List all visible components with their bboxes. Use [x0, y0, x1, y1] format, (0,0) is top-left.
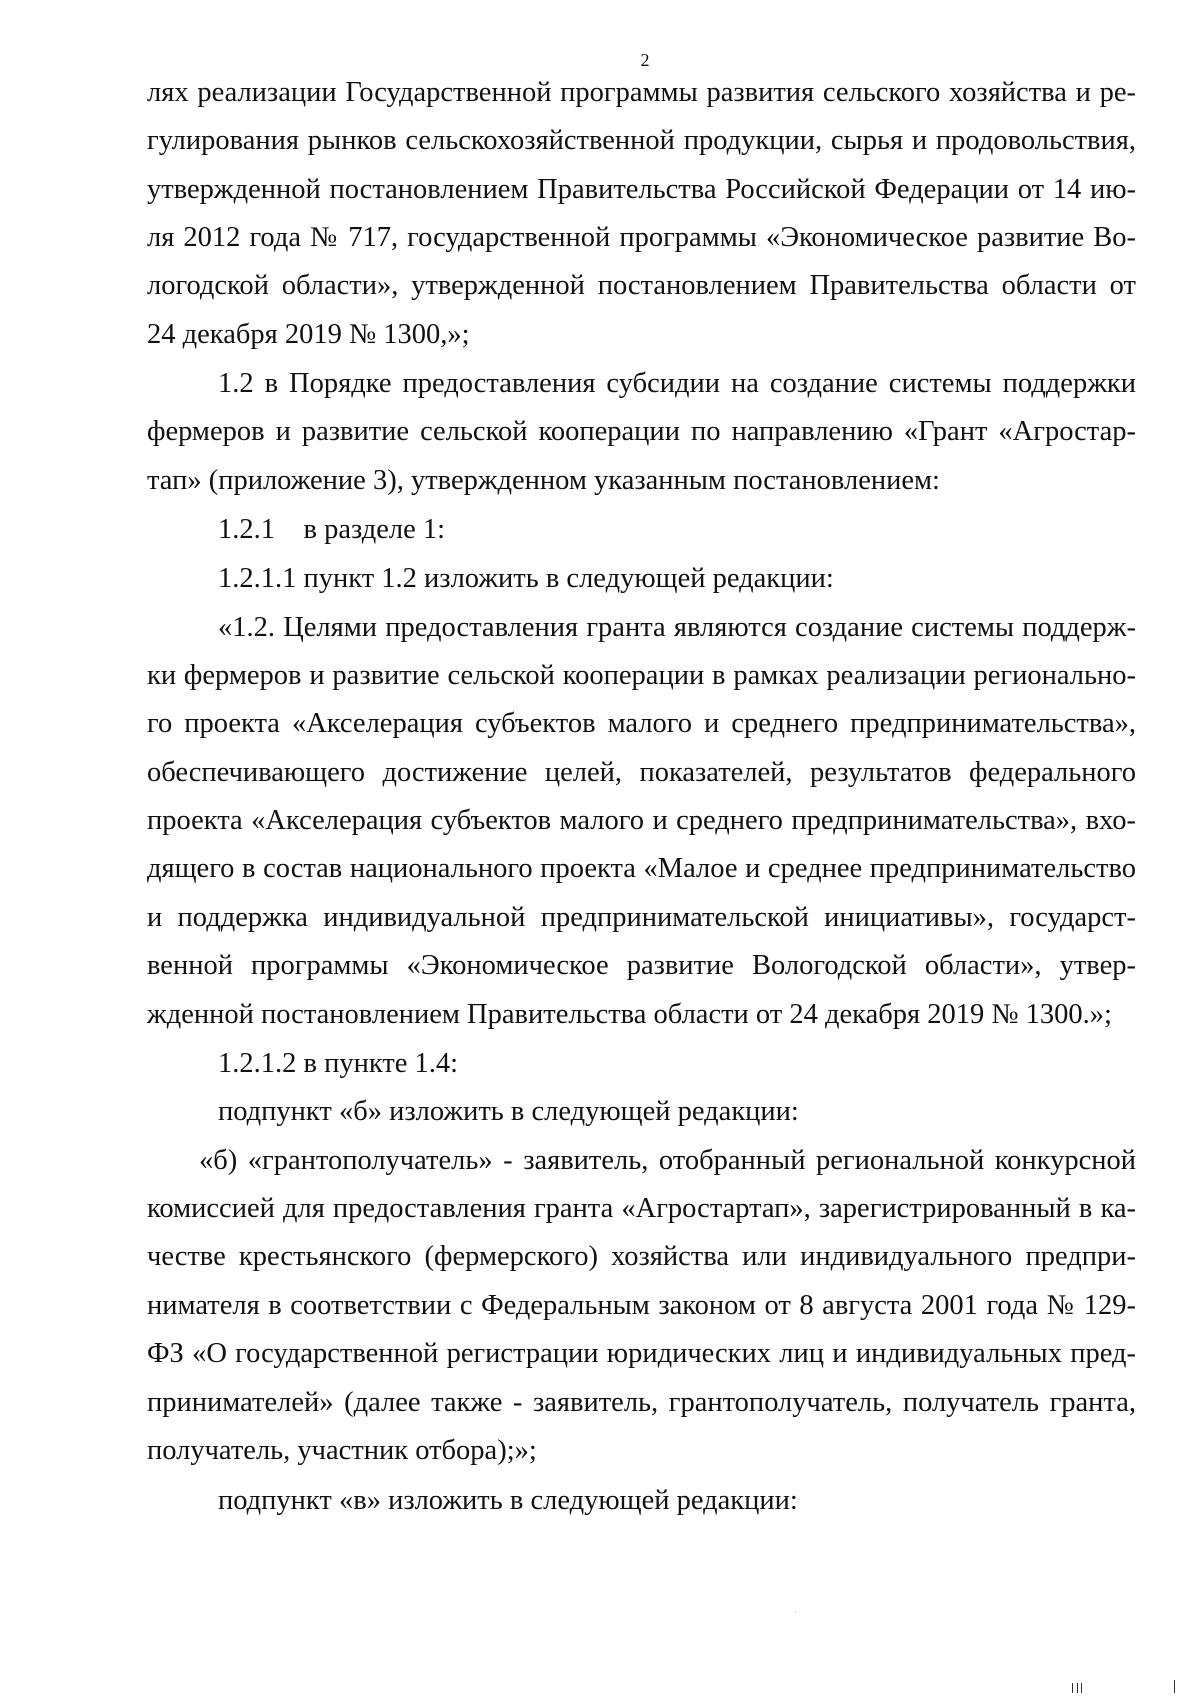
text-line: комиссией для предоставления гранта «Агростартап», зарегистрированный в ка-	[147, 1193, 1136, 1224]
text-line: честве крестьянского (фермерского) хозяйства или индивидуального предпри-	[147, 1241, 1136, 1272]
text-line: жденной постановлением Правительства области от 24 декабря 2019 № 1300.»;	[147, 999, 1112, 1030]
page-number: 2	[640, 50, 650, 70]
text-line: го проекта «Акселерация субъектов малого и среднего предпринимательства»,	[147, 708, 1136, 739]
scan-dot	[795, 1612, 796, 1613]
text-line: «б) «грантополучатель» - заявитель, отобранный региональной конкурсной	[199, 1145, 1136, 1176]
text-line: 1.2.1.1 пункт 1.2 изложить в следующей редакции:	[218, 563, 834, 594]
scan-mark	[1072, 1683, 1073, 1693]
text-line: 1.2.1 в разделе 1:	[218, 514, 446, 545]
text-line: венной программы «Экономическое развитие Вологодской области», утвер-	[147, 950, 1136, 981]
text-line: лях реализации Государственной программы развития сельского хозяйства и ре-	[147, 77, 1136, 108]
text-line: получатель, участник отбора);»;	[147, 1435, 537, 1466]
scan-mark	[1077, 1683, 1078, 1693]
text-line: подпункт «б» изложить в следующей редакции:	[218, 1096, 799, 1127]
text-line: гулирования рынков сельскохозяйственной продукции, сырья и продовольствия,	[147, 125, 1136, 156]
scan-mark	[1081, 1683, 1082, 1693]
text-line: утвержденной постановлением Правительства Российской Федерации от 14 ию-	[147, 174, 1136, 205]
text-line: тап» (приложение 3), утвержденном указанным постановлением:	[147, 465, 940, 496]
text-line: логодской области», утвержденной постановлением Правительства области от	[147, 270, 1136, 301]
text-line: 1.2 в Порядке предоставления субсидии на создание системы поддержки	[218, 368, 1136, 399]
scan-mark	[1174, 1680, 1175, 1693]
text-line: «1.2. Целями предоставления гранта являются создание системы поддерж-	[218, 612, 1136, 643]
text-line: и поддержка индивидуальной предпринимательской инициативы», государст-	[147, 902, 1136, 933]
text-line: проекта «Акселерация субъектов малого и среднего предпринимательства», вхо-	[147, 805, 1136, 836]
text-line: ФЗ «О государственной регистрации юридических лиц и индивидуальных пред-	[147, 1338, 1136, 1369]
text-line: ки фермеров и развитие сельской кооперации в рамках реализации регионально-	[147, 660, 1136, 691]
text-line: фермеров и развитие сельской кооперации по направлению «Грант «Агростар-	[147, 416, 1136, 447]
text-line: нимателя в соответствии с Федеральным законом от 8 августа 2001 года № 129-	[147, 1290, 1136, 1321]
text-line: дящего в состав национального проекта «Малое и среднее предпринимательство	[147, 853, 1136, 884]
text-line: подпункт «в» изложить в следующей редакции:	[218, 1485, 798, 1516]
text-line: обеспечивающего достижение целей, показателей, результатов федерального	[147, 757, 1136, 788]
text-line: 1.2.1.2 в пункте 1.4:	[218, 1048, 459, 1079]
text-line: принимателей» (далее также - заявитель, грантополучатель, получатель гранта,	[147, 1387, 1136, 1418]
text-line: ля 2012 года № 717, государственной программы «Экономическое развитие Во-	[147, 222, 1136, 253]
text-line: 24 декабря 2019 № 1300,»;	[147, 319, 470, 350]
